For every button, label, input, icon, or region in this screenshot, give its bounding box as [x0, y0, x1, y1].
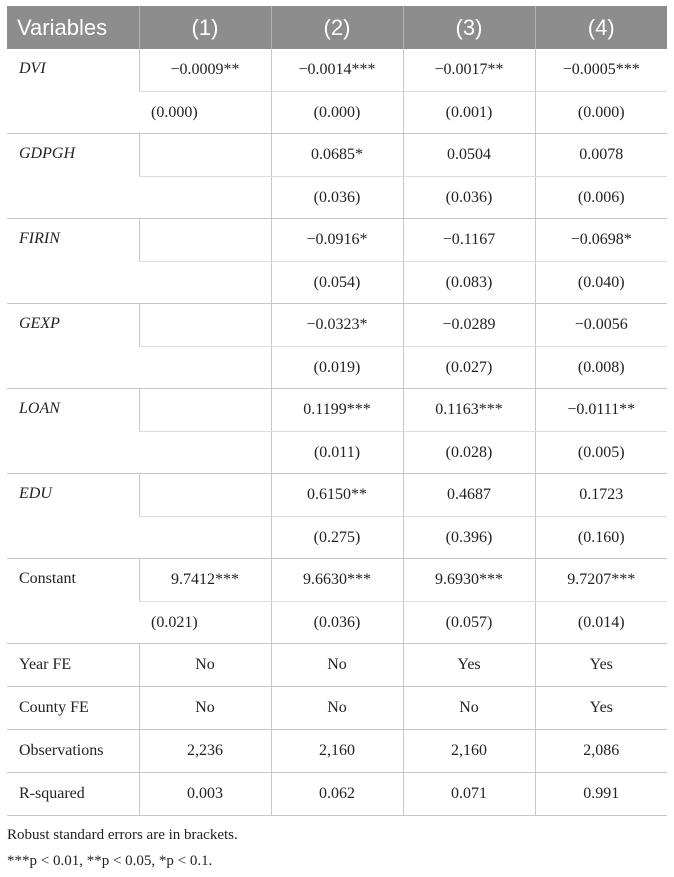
coefficient-cell: −0.0323*	[271, 304, 403, 347]
summary-value: 0.991	[535, 773, 667, 816]
variable-label: Constant	[7, 559, 139, 644]
coefficient-cell	[139, 389, 271, 432]
coef-row	[7, 474, 667, 517]
header-row	[7, 6, 667, 49]
summary-value: No	[403, 687, 535, 730]
coefficient-cell: −0.0009**	[139, 49, 271, 92]
coefficient-cell: 0.1163***	[403, 389, 535, 432]
coefficient-cell: 9.6630***	[271, 559, 403, 602]
coefficient-cell	[139, 219, 271, 262]
standard-error-cell	[139, 262, 271, 304]
summary-value: 2,160	[271, 730, 403, 773]
coefficient-cell: 0.0504	[403, 134, 535, 177]
coefficient-cell: 0.1723	[535, 474, 667, 517]
summary-row	[7, 773, 667, 816]
header-col-1: (1)	[139, 6, 271, 49]
coef-row	[7, 389, 667, 432]
standard-error-cell: (0.005)	[535, 432, 667, 474]
coefficient-cell: 0.6150**	[271, 474, 403, 517]
standard-error-cell: (0.001)	[403, 92, 535, 134]
note-standard-errors: Robust standard errors are in brackets.	[7, 827, 238, 843]
coefficient-cell: 0.4687	[403, 474, 535, 517]
table-notes	[7, 822, 667, 874]
summary-value: 0.003	[139, 773, 271, 816]
standard-error-cell: (0.160)	[535, 517, 667, 559]
summary-row	[7, 644, 667, 687]
summary-value: 0.071	[403, 773, 535, 816]
summary-value: No	[271, 644, 403, 687]
variable-label: GEXP	[7, 304, 139, 389]
summary-row	[7, 687, 667, 730]
coefficient-cell: −0.0014***	[271, 49, 403, 92]
header-col-4: (4)	[535, 6, 667, 49]
standard-error-cell: (0.057)	[403, 602, 535, 644]
note-significance: ***p < 0.01, **p < 0.05, *p < 0.1.	[7, 853, 213, 869]
standard-error-cell: (0.036)	[271, 602, 403, 644]
standard-error-cell: (0.021)	[139, 602, 271, 644]
standard-error-cell: (0.083)	[403, 262, 535, 304]
coefficient-cell: 0.1199***	[271, 389, 403, 432]
standard-error-cell: (0.027)	[403, 347, 535, 389]
standard-error-cell: (0.006)	[535, 177, 667, 219]
summary-value: Yes	[535, 644, 667, 687]
standard-error-cell: (0.054)	[271, 262, 403, 304]
summary-value: 2,160	[403, 730, 535, 773]
coefficient-cell: −0.0056	[535, 304, 667, 347]
coefficient-cell: 0.0685*	[271, 134, 403, 177]
standard-error-cell: (0.028)	[403, 432, 535, 474]
summary-value: No	[139, 644, 271, 687]
coefficient-cell: −0.0005***	[535, 49, 667, 92]
coefficient-cell: 0.0078	[535, 134, 667, 177]
summary-value: 2,086	[535, 730, 667, 773]
regression-table	[7, 6, 667, 816]
standard-error-cell: (0.014)	[535, 602, 667, 644]
coefficient-cell: −0.1167	[403, 219, 535, 262]
coefficient-cell: 9.7412***	[139, 559, 271, 602]
standard-error-cell	[139, 177, 271, 219]
coef-row	[7, 219, 667, 262]
summary-value: 2,236	[139, 730, 271, 773]
summary-label: Year FE	[7, 644, 139, 687]
standard-error-cell: (0.275)	[271, 517, 403, 559]
summary-value: No	[139, 687, 271, 730]
summary-value: Yes	[403, 644, 535, 687]
coef-row	[7, 559, 667, 602]
coef-row	[7, 134, 667, 177]
header-variables: Variables	[7, 6, 139, 49]
coefficient-cell: 9.6930***	[403, 559, 535, 602]
standard-error-cell: (0.000)	[139, 92, 271, 134]
coef-row	[7, 49, 667, 92]
variable-label: DVI	[7, 49, 139, 134]
standard-error-cell: (0.396)	[403, 517, 535, 559]
header-col-3: (3)	[403, 6, 535, 49]
variable-label: LOAN	[7, 389, 139, 474]
summary-value: No	[271, 687, 403, 730]
standard-error-cell	[139, 517, 271, 559]
coefficient-cell: −0.0017**	[403, 49, 535, 92]
coefficient-cell	[139, 134, 271, 177]
standard-error-cell: (0.040)	[535, 262, 667, 304]
standard-error-cell: (0.000)	[535, 92, 667, 134]
standard-error-cell: (0.036)	[271, 177, 403, 219]
standard-error-cell: (0.000)	[271, 92, 403, 134]
standard-error-cell: (0.036)	[403, 177, 535, 219]
coefficient-cell: −0.0916*	[271, 219, 403, 262]
header-col-2: (2)	[271, 6, 403, 49]
summary-row	[7, 730, 667, 773]
variable-label: EDU	[7, 474, 139, 559]
standard-error-cell: (0.011)	[271, 432, 403, 474]
standard-error-cell: (0.008)	[535, 347, 667, 389]
standard-error-cell	[139, 347, 271, 389]
standard-error-cell	[139, 432, 271, 474]
coefficient-cell: −0.0698*	[535, 219, 667, 262]
summary-label: Observations	[7, 730, 139, 773]
summary-label: R-squared	[7, 773, 139, 816]
coefficient-cell: −0.0289	[403, 304, 535, 347]
coefficient-cell: 9.7207***	[535, 559, 667, 602]
standard-error-cell: (0.019)	[271, 347, 403, 389]
coefficient-cell: −0.0111**	[535, 389, 667, 432]
coefficient-cell	[139, 474, 271, 517]
summary-value: 0.062	[271, 773, 403, 816]
summary-value: Yes	[535, 687, 667, 730]
table-body	[7, 49, 667, 816]
summary-label: County FE	[7, 687, 139, 730]
variable-label: GDPGH	[7, 134, 139, 219]
coefficient-cell	[139, 304, 271, 347]
coef-row	[7, 304, 667, 347]
variable-label: FIRIN	[7, 219, 139, 304]
